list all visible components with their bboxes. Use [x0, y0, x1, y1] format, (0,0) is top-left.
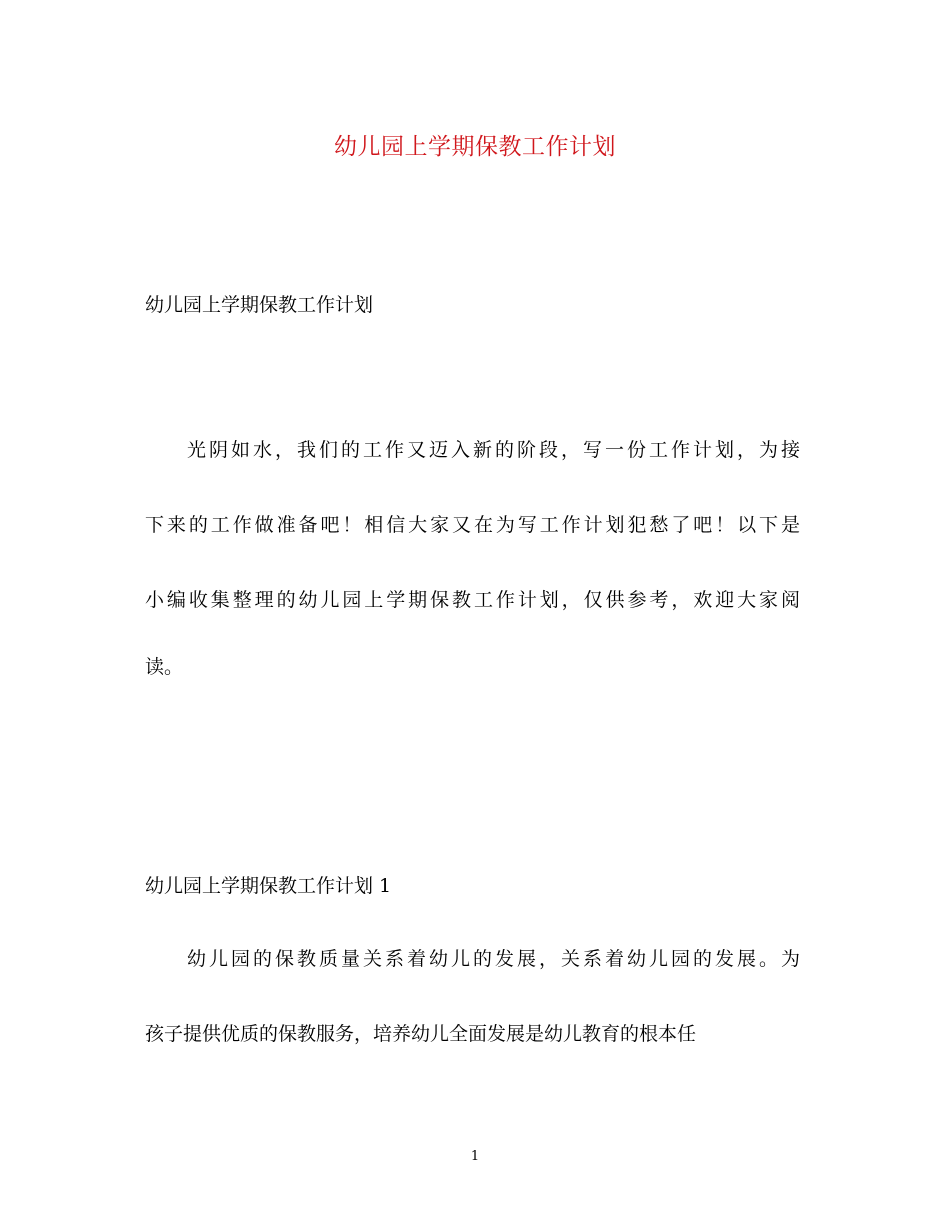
document-title: 幼儿园上学期保教工作计划	[334, 134, 616, 160]
intro-line: 小编收集整理的幼儿园上学期保教工作计划，仅供参考，欢迎大家阅	[145, 589, 800, 611]
page-number: 1	[470, 1149, 480, 1164]
intro-line: 光阴如水，我们的工作又迈入新的阶段，写一份工作计划，为接	[187, 439, 800, 461]
section-heading: 幼儿园上学期保教工作计划 1	[145, 875, 392, 897]
section-line: 幼儿园的保教质量关系着幼儿的发展，关系着幼儿园的发展。为	[187, 948, 800, 970]
section-line: 孩子提供优质的保教服务，培养幼儿全面发展是幼儿教育的根本任	[145, 1023, 697, 1045]
document-heading: 幼儿园上学期保教工作计划	[145, 294, 374, 316]
intro-line: 下来的工作做准备吧！相信大家又在为写工作计划犯愁了吧！以下是	[145, 514, 800, 536]
intro-line: 读。	[145, 656, 184, 678]
